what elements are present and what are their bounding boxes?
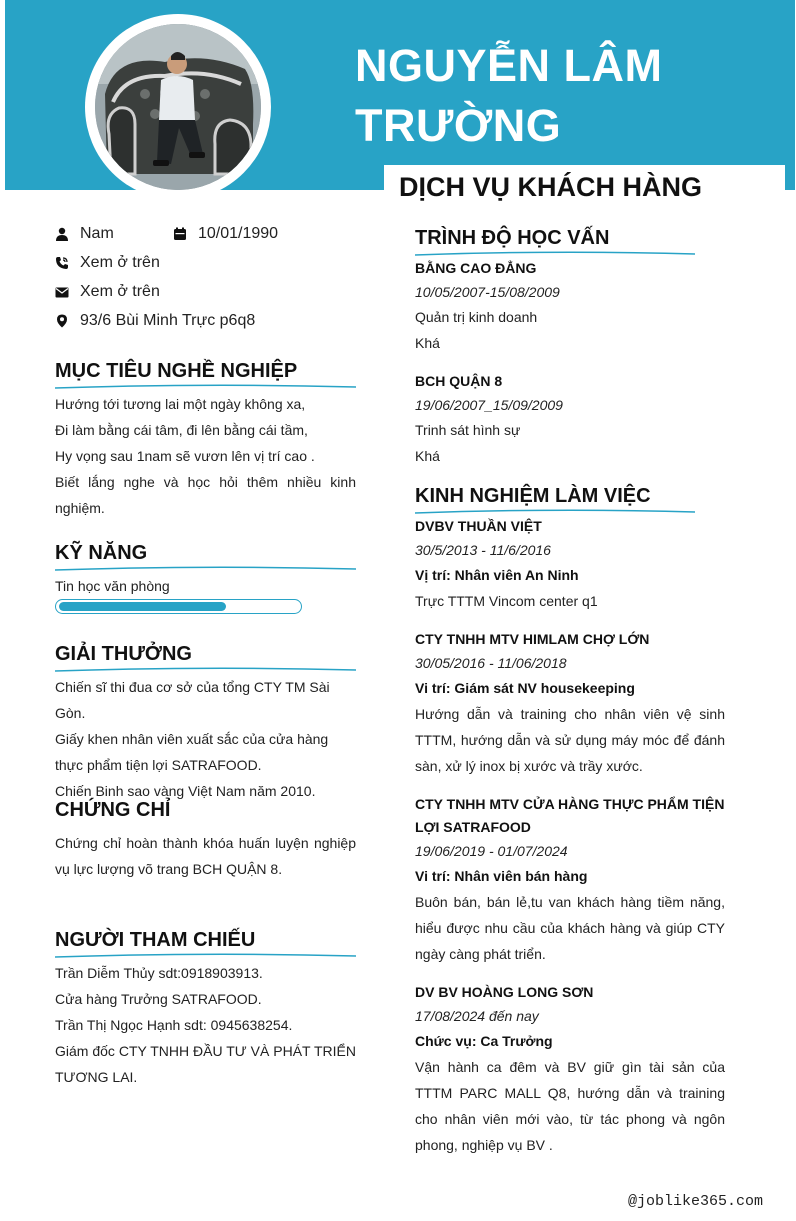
email-value: Xem ở trên xyxy=(80,283,160,300)
experience-company: CTY TNHH MTV HIMLAM CHỢ LỚN xyxy=(415,631,650,647)
skill-level-fill xyxy=(59,602,226,611)
award-line: Chiến sĩ thi đua cơ sở của tổng CTY TM Sài Gòn. xyxy=(55,679,330,721)
experience-company: CTY TNHH MTV CỬA HÀNG THỰC PHẨM TIỆN LỢI SATRAFOOD xyxy=(415,796,725,835)
skill-name: Tin học văn phòng xyxy=(55,578,170,594)
experience-desc: Buôn bán, bán lẻ,tu van khách hàng tiềm năng, hiểu được nhu cầu của khách hàng và giúp CTY ngày càng phát triển. xyxy=(415,894,725,962)
phone-value: Xem ở trên xyxy=(80,254,160,271)
experience-date: 17/08/2024 đến nay xyxy=(415,1008,539,1024)
references-text xyxy=(55,960,356,1090)
job-title: DỊCH VỤ KHÁCH HÀNG xyxy=(399,172,702,202)
experience-desc: Hướng dẫn và training cho nhân viên vệ sinh TTTM, hướng dẫn và sử dụng máy móc để đánh sàn, xử lý inox bị xước và trầy xước. xyxy=(415,706,725,774)
skill-level-bar xyxy=(55,599,302,614)
skills-title: KỸ NĂNG xyxy=(55,542,148,564)
objective-line: Hy vọng sau 1nam sẽ vươn lên vị trí cao . xyxy=(55,448,315,464)
awards-divider xyxy=(55,666,356,674)
objective-line: Biết lắng nghe và học hỏi thêm nhiều kinh nghiệm. xyxy=(55,474,356,516)
experience-position: Vi trí: Giám sát NV housekeeping xyxy=(415,680,635,696)
experience-position: Vị trí: Nhân viên An Ninh xyxy=(415,567,579,583)
experience-desc: Vận hành ca đêm và BV giữ gìn tài sản của TTTM PARC MALL Q8, hướng dẫn và training cho nhân viên mới vào, từ tác phong và ngôn phong, nghiệp vụ BV . xyxy=(415,1059,725,1153)
education-grade: Khá xyxy=(415,335,440,351)
email-row xyxy=(55,283,160,301)
birthdate-value: 10/01/1990 xyxy=(198,225,279,242)
envelope-icon xyxy=(55,285,69,299)
skills-divider xyxy=(55,565,356,573)
watermark: @joblike365.com xyxy=(628,1193,764,1210)
certificates-text: Chứng chỉ hoàn thành khóa huấn luyện nghiệp vụ lực lượng võ trang BCH QUẬN 8. xyxy=(55,835,356,877)
avatar xyxy=(95,24,261,190)
profile-photo xyxy=(95,24,261,190)
candidate-name xyxy=(355,36,775,156)
address-row xyxy=(55,312,255,330)
education-date: 10/05/2007-15/08/2009 xyxy=(415,284,560,300)
reference-line: Trần Thị Ngọc Hạnh sdt: 0945638254. xyxy=(55,1017,293,1033)
address-value: 93/6 Bùi Minh Trực p6q8 xyxy=(80,312,256,329)
reference-line: Giám đốc CTY TNHH ĐẦU TƯ VÀ PHÁT TRIỂN TƯƠNG LAI. xyxy=(55,1043,356,1085)
phone-row xyxy=(55,254,160,272)
education-school: BCH QUẬN 8 xyxy=(415,373,503,389)
experience-desc: Trực TTTM Vincom center q1 xyxy=(415,593,598,609)
award-line: Chiến Binh sao vàng Việt Nam năm 2010. xyxy=(55,783,316,799)
name-line-2: TRƯỜNG xyxy=(355,100,562,151)
references-title: NGƯỜI THAM CHIẾU xyxy=(55,929,256,951)
experience-company: DVBV THUẦN VIỆT xyxy=(415,518,542,534)
education-title: TRÌNH ĐỘ HỌC VẤN xyxy=(415,227,610,249)
references-divider xyxy=(55,952,356,960)
birthdate-row xyxy=(173,225,278,243)
gender-row xyxy=(55,225,114,243)
experience-date: 30/5/2013 - 11/6/2016 xyxy=(415,542,551,558)
education-grade: Khá xyxy=(415,448,440,464)
objective-line: Hướng tới tương lai một ngày không xa, xyxy=(55,396,306,412)
education-major: Trinh sát hình sự xyxy=(415,422,521,438)
objective-title: MỤC TIÊU NGHỀ NGHIỆP xyxy=(55,360,298,382)
gender-value: Nam xyxy=(80,225,114,242)
education-major: Quản trị kinh doanh xyxy=(415,309,538,325)
education-school: BẰNG CAO ĐẲNG xyxy=(415,260,537,276)
objective-divider xyxy=(55,383,356,391)
reference-line: Cửa hàng Trưởng SATRAFOOD. xyxy=(55,991,262,1007)
location-pin-icon xyxy=(55,314,69,328)
experience-company: DV BV HOÀNG LONG SƠN xyxy=(415,984,594,1000)
reference-line: Trần Diễm Thủy sdt:0918903913. xyxy=(55,965,263,981)
experience-date: 19/06/2019 - 01/07/2024 xyxy=(415,843,568,859)
awards-text xyxy=(55,674,356,804)
award-line: Giấy khen nhân viên xuất sắc của cửa hàng thực phẩm tiện lợi SATRAFOOD. xyxy=(55,731,329,773)
calendar-icon xyxy=(173,227,187,241)
objective-text xyxy=(55,391,356,521)
objective-line: Đi làm bằng cái tâm, đi lên bằng cái tầm, xyxy=(55,422,308,438)
education-date: 19/06/2007_15/09/2009 xyxy=(415,397,563,413)
name-line-1: NGUYỄN LÂM xyxy=(355,40,663,91)
experience-date: 30/05/2016 - 11/06/2018 xyxy=(415,655,567,671)
user-icon xyxy=(55,227,69,241)
experience-position: Vi trí: Nhân viên bán hàng xyxy=(415,868,588,884)
phone-icon xyxy=(55,256,69,270)
experience-position: Chức vụ: Ca Trưởng xyxy=(415,1033,553,1049)
experience-title: KINH NGHIỆM LÀM VIỆC xyxy=(415,485,651,507)
awards-title: GIẢI THƯỞNG xyxy=(55,643,192,665)
certificates-title: CHỨNG CHỈ xyxy=(55,799,171,821)
